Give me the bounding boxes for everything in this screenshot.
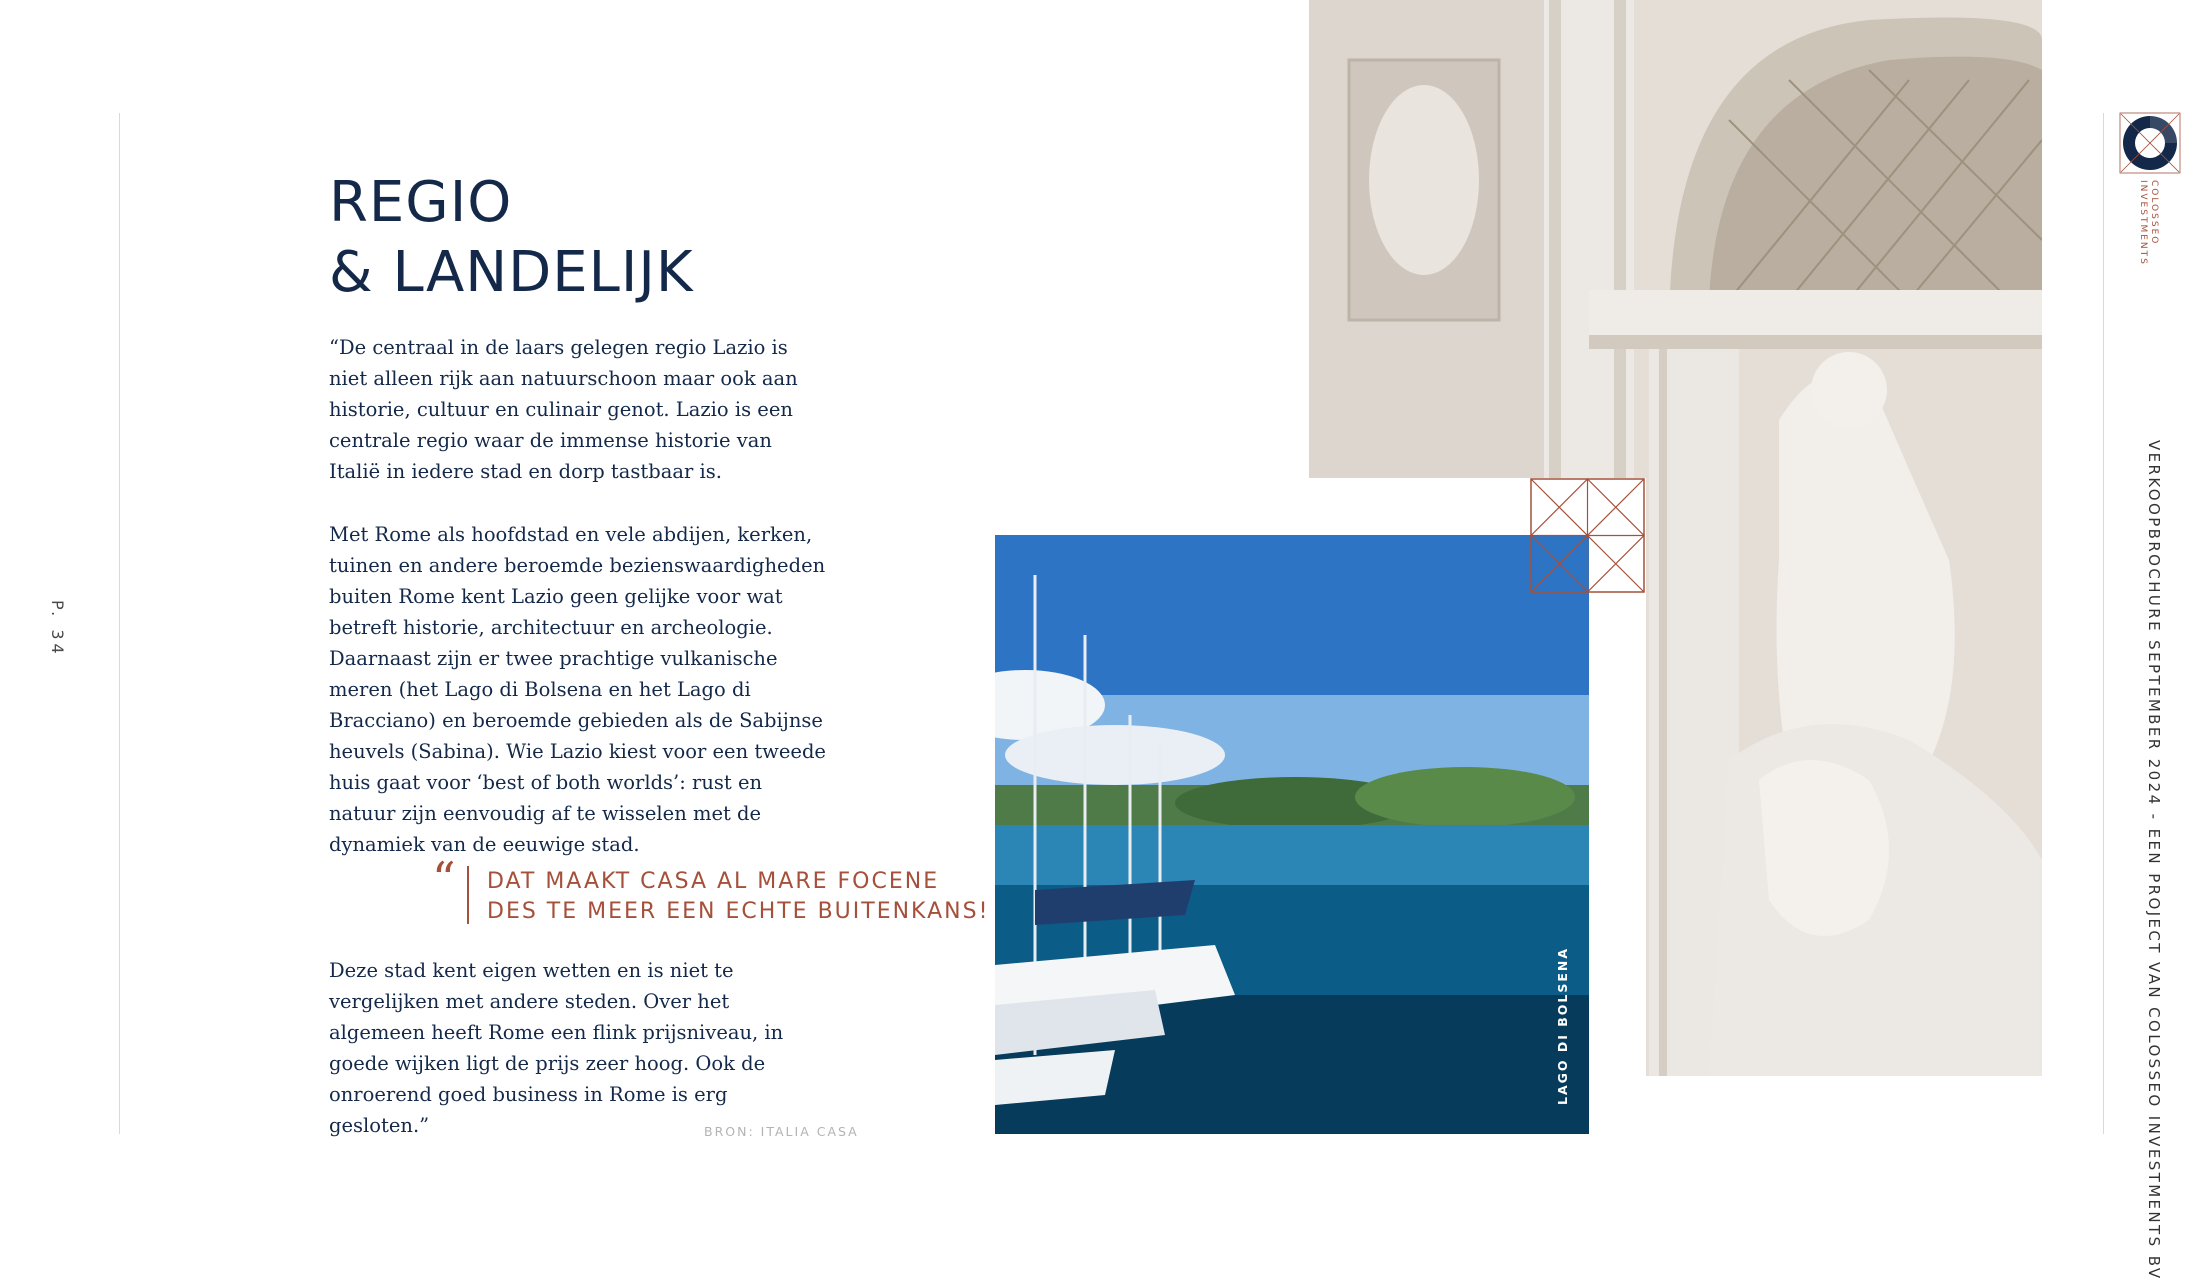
body-paragraph-2: Met Rome als hoofdstad en vele abdijen, kerken, tuinen en andere beroemde bezienswaardigheden buiten Rome kent Lazio geen gelijke voor wat betreft historie, architectuur en archeologie. Daarnaast zijn er twee prachtige vulkanische meren (het Lago di Bolsena en het Lago di Bracciano) en beroemde gebieden als de Sabijnse heuvels (Sabina). Wie Lazio kiest voor een tweede huis gaat voor ‘best of both worlds’: rust en natuur zijn eenvoudig af te wisselen met de dynamiek van de eeuwige stad. <box>329 523 826 856</box>
body-paragraph-1: “De centraal in de laars gelegen regio Lazio is niet alleen rijk aan natuurschoon maar ook aan historie, cultuur en culinair genot. Lazio is een centrale regio waar de immense historie van Italië in iedere stad en dorp tastbaar is. <box>329 336 798 483</box>
quote-divider <box>467 866 469 924</box>
title-line-2: & LANDELIJK <box>329 240 694 305</box>
lake-photo <box>995 535 1589 1134</box>
left-margin-rule <box>119 113 120 1134</box>
pull-quote-line-1: DAT MAAKT CASA AL MARE FOCENE <box>487 869 940 894</box>
lake-harbour-illustration <box>995 535 1589 1134</box>
colosseo-logo-icon <box>2119 112 2181 174</box>
page-title <box>329 168 694 308</box>
pull-quote <box>487 867 989 927</box>
pull-quote-line-2: DES TE MEER EEN ECHTE BUITENKANS! <box>487 899 990 924</box>
diamond-ornament-icon <box>1530 478 1645 593</box>
brochure-side-label: VERKOOPBROCHURE SEPTEMBER 2024 - EEN PROJECT VAN COLOSSEO INVESTMENTS BV <box>2145 440 2163 1281</box>
right-margin-rule <box>2103 113 2104 1134</box>
logo-line-2: INVESTMENTS <box>2138 180 2148 266</box>
title-line-1: REGIO <box>329 170 513 235</box>
quote-mark-icon: “ <box>432 852 456 906</box>
logo-line-1: COLOSSEO <box>2149 180 2159 246</box>
source-credit: BRON: ITALIA CASA <box>704 1124 859 1139</box>
logo-wordmark <box>2137 180 2159 266</box>
body-paragraph-3: Deze stad kent eigen wetten en is niet te vergelijken met andere steden. Over het algemeen heeft Rome een flink prijsniveau, in goede wijken ligt de prijs zeer hoog. Ook de onroerend goed business in Rome is erg gesloten.” <box>329 959 784 1137</box>
page-number: P. 34 <box>48 600 67 658</box>
lake-caption: LAGO DI BOLSENA <box>1555 946 1570 1105</box>
